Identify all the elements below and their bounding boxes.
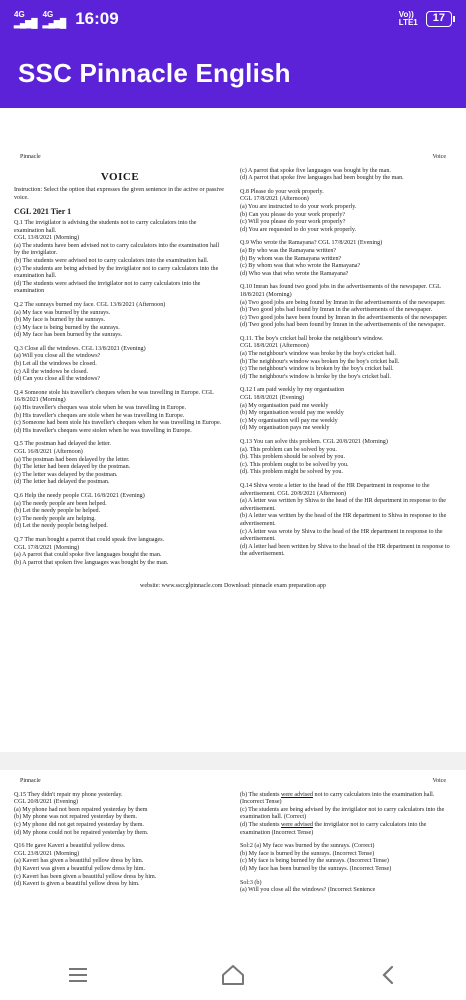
option-text: (b) A parrot that spoken five languages was bought by the man.: [14, 559, 169, 566]
option-text: CGL 16/8/2021 (Afternoon): [14, 449, 83, 455]
option-text: (a) The postman had been delayed by the letter.: [14, 456, 130, 463]
option-text: (b) Can you please do your work properly?: [240, 211, 346, 218]
solution-text: Sol:2 (a) My face was burned by the sunrays. (Correct): [240, 843, 375, 850]
question-text: Q.14 Shiva wrote a letter to the head of the HR Department in response to the advertisement. CGL 20/8/2021 (Afternoon): [240, 482, 430, 497]
header-right: Voice: [432, 154, 446, 160]
recents-button[interactable]: [48, 955, 108, 995]
header-right: Voice: [432, 778, 446, 784]
option-text: (a) You are instructed to do your work properly.: [240, 203, 357, 210]
pdf-page-1[interactable]: [14, 154, 452, 736]
option-text: (b) By whom was the Ramayana written?: [240, 255, 342, 262]
option-text: (c) The needy people are helping.: [14, 515, 96, 522]
option-text: (d) Who was that who wrote the Ramayana?: [240, 270, 349, 277]
question-block: [240, 387, 452, 433]
solution-block: [240, 880, 452, 895]
question-block: [14, 537, 226, 567]
option-text: (b) My organisation would pay me weekly: [240, 410, 344, 417]
question-block: [240, 284, 452, 330]
solution-text: (d) My face has been burned by the sunrays. (Incorrect Tense): [240, 865, 392, 872]
option-text: (a). This problem can be solved by you.: [240, 446, 337, 453]
solution-text: Sol:3 (b): [240, 879, 262, 886]
question-text: Q.9 Who wrote the Ramayana? CGL 17/8/2021 (Evening): [240, 240, 383, 247]
question-text: Q.15 They didn't repair my phone yesterday.: [14, 791, 123, 798]
app-title: SSC Pinnacle English: [18, 57, 291, 88]
option-text: CGL 20/8/2021 (Evening): [14, 799, 79, 806]
option-text: CGL 13/8/2021 (Morning): [14, 235, 80, 242]
question-block: [14, 441, 226, 487]
question-block: [240, 336, 452, 382]
option-text: (d) The neighbour's window is broke by the boy's cricket ball.: [240, 373, 391, 380]
instruction: Instruction: Select the option that expresses the given sentence in the active or passive voice.: [14, 187, 225, 201]
battery-icon: 17: [426, 11, 452, 27]
question-block: [14, 390, 226, 436]
option-text: (a) A letter was written by Shiva to the head of the HR department in response to the advertisement.: [240, 498, 446, 512]
option-text: (c) The students are being advised by the invigilator not to carry calculators into the examination hall.: [14, 265, 219, 280]
question-text: Q.10 Imran has found two good jobs in the advertisements of the newspaper. CGL 18/8/2021 (Morning): [240, 284, 441, 298]
option-text: (a) The students have been advised not to carry calculators into the examination hall by the invigilator.: [14, 242, 220, 257]
page-separator: [0, 752, 466, 770]
question-block: [14, 493, 226, 531]
option-text: (c) My face is being burned by the sunrays.: [14, 324, 120, 331]
question-text: Q.3 Close all the windows. CGL 13/8/2021 (Evening): [14, 345, 146, 352]
option-text: (a) The neighbour's window was broke by the boy's cricket ball.: [240, 351, 396, 358]
question-text: Q.13 You can solve this problem. CGL 20/8/2021 (Morning): [240, 439, 388, 445]
solution-text: (a) Will you close all the windows? (Incorrect Sentence: [240, 887, 376, 894]
option-text: (c). This problem ought to be solved by you.: [240, 461, 349, 468]
option-text: (b) The letter had been delayed by the postman.: [14, 464, 131, 471]
right-column: [240, 168, 452, 574]
option-text: (d) A letter had been written by Shiva to the head of the HR department in response to the advertisement.: [240, 543, 450, 558]
page-header: [14, 778, 452, 786]
option-text: (d) Two good jobs had been found by Imran in the advertisements of the newspaper.: [240, 322, 446, 329]
question-block: [240, 168, 452, 183]
solution-block: [240, 843, 452, 873]
question-text: Q.4 Someone stole his traveller's cheques when he was travelling in Europe. CGL 16/8/2021 (Morning): [14, 389, 214, 404]
option-text: (d) My face has been burned by the sunrays.: [14, 332, 123, 339]
option-text: (b) Kaveri was given a beautiful yellow dress by him.: [14, 865, 145, 872]
option-text: CGL 17/8/2021 (Afternoon): [240, 196, 309, 203]
option-text: (a) Two good jobs are being found by Imran in the advertisements of the newspaper.: [240, 299, 446, 306]
option-text: (b) Two good jobs had found by Imran in the advertisements of the newspaper.: [240, 307, 433, 314]
option-text: (d) His traveller's cheques were stolen when he was travelling in Europe.: [14, 427, 192, 434]
question-block: [14, 302, 226, 340]
option-text: (b) His traveller's cheques are stole when he was travelling in Europe.: [14, 412, 185, 419]
question-text: Q.1 The invigilator is advising the students not to carry calculators into the examination hall.: [14, 219, 197, 234]
option-text: (a) My face was burned by the sunrays.: [14, 309, 111, 316]
question-text: Q.5 The postman had delayed the letter.: [14, 441, 112, 448]
question-text: Q.2 The sunrays burned my face. CGL 13/8/2021 (Afternoon): [14, 301, 166, 308]
option-text: (b) A letter was written by the head of the HR department to Shiva in response to the advertisement.: [240, 513, 447, 527]
question-block: [14, 843, 226, 889]
question-block: [240, 439, 452, 477]
pdf-page-2[interactable]: [14, 778, 452, 938]
question-text: Q16 He gave Kaveri a beautiful yellow dress.: [14, 843, 126, 850]
solution-block: [240, 792, 452, 838]
solution-text: (c) My face is being burned by the sunrays. (Incorrect Tense): [240, 858, 389, 865]
question-block: [240, 240, 452, 278]
option-text: (d) The letter had delayed the postman.: [14, 479, 110, 486]
question-block: [14, 220, 226, 296]
option-text: (d) The students were advised the invigilator not to carry calculators into the examination: [14, 280, 201, 295]
option-text: (d) My phone could not be repaired yesterday by them.: [14, 829, 149, 836]
recents-icon: [67, 966, 89, 984]
status-bar: [0, 0, 466, 38]
header-left: Pinnacle: [20, 154, 41, 160]
page-header: [14, 154, 452, 162]
question-block: [240, 189, 452, 235]
option-text: (b) The neighbour's window was broken by the boy's cricket ball.: [240, 358, 400, 365]
question-block: [14, 792, 226, 838]
option-text: (a) Will you close all the windows?: [14, 353, 101, 360]
option-text: (b) Let all the windows be closed.: [14, 361, 97, 368]
option-text: (c) By whom was that who wrote the Ramayana?: [240, 263, 361, 270]
header-left: Pinnacle: [20, 778, 41, 784]
signal-1-icon: 4G ▂▄▆█: [14, 10, 37, 28]
navigation-bar: [0, 950, 466, 1000]
option-text: (d). This problem might be solved by you.: [240, 469, 343, 476]
home-icon: [220, 963, 246, 987]
signal-2-icon: 4G ▂▄▆█: [42, 10, 66, 28]
option-text: (a) My phone had not been repaired yesterday by them: [14, 806, 148, 813]
option-text: (d) A parrot that spoke five languages had been bought by the man.: [240, 175, 404, 182]
left-column: [14, 792, 226, 901]
option-text: (c) All the windows be closed.: [14, 368, 89, 375]
option-text: (a) My organisation paid me weekly: [240, 402, 329, 409]
option-text: (c) Two good jobs have been found by Imran in the advertisements of the newspaper.: [240, 314, 448, 321]
option-text: (c) My organisation will pay me weekly: [240, 417, 338, 424]
option-text: (d) My organisation pays me weekly: [240, 425, 330, 432]
option-text: (c) My phone did not get repaired yesterday by them.: [14, 821, 144, 828]
question-text: Q.12 I am paid weekly by my organisation: [240, 387, 345, 394]
clock: 16:09: [75, 9, 119, 28]
option-text: CGL 17/8/2021 (Morning): [14, 544, 80, 551]
home-button[interactable]: [203, 955, 263, 995]
right-column: [240, 792, 452, 901]
page-footer: website: www.ssccglpinnacle.com Download: pinnacle exam preparation app: [140, 583, 326, 590]
app-bar: [0, 38, 466, 108]
option-text: (c) Will you please do your work properly?: [240, 219, 346, 226]
question-block: [240, 483, 452, 559]
page-title: VOICE: [100, 170, 140, 183]
option-text: (a) The needy people are been helped.: [14, 500, 107, 507]
question-text: Q.11. The boy's cricket ball broke the neighbour's window.: [240, 335, 384, 342]
option-text: (b) Let the needy people be helped.: [14, 508, 101, 515]
option-text: (c) The letter was delayed by the postman.: [14, 471, 118, 478]
option-text: (b) My phone was not repaired yesterday by them.: [14, 814, 138, 821]
solution-text: (b) The students were advised not to carry calculators into the examination hall. (Incorrect Tense): [240, 791, 435, 806]
option-text: CGL 23/8/2021 (Morning): [14, 850, 80, 857]
option-text: (c) Kaveri has been given a beautiful yellow dress by him.: [14, 873, 157, 880]
option-text: CGL 18/8/2021 (Afternoon): [240, 343, 309, 350]
volte-icon: Vo)) LTE1: [398, 10, 418, 27]
question-text: Q.7 The man bought a parrot that could speak five languages.: [14, 536, 165, 543]
solution-text: (d) The students were advised the invigilator not to carry calculators into the examination (Incorrect Tense): [240, 821, 427, 836]
option-text: (d) Kaveri is given a beautiful yellow dress by him.: [14, 881, 140, 888]
option-text: (a) His traveller's cheques was stole when he was travelling in Europe.: [14, 405, 187, 412]
question-text: Q.6 Help the needy people CGL 16/8/2021 (Evening): [14, 492, 145, 499]
option-text: (d) Can you close all the windows?: [14, 376, 100, 383]
option-text: (a) Kaveri has given a beautiful yellow dress by him.: [14, 858, 144, 865]
solution-text: (b) My face is burned by the sunrays. (Incorrect Tense): [240, 850, 375, 857]
question-text: (c) A parrot that spoke five languages was bought by the man.: [240, 167, 391, 174]
back-button[interactable]: [358, 955, 418, 995]
option-text: (a) A parrot that could spoke five languages bought the man.: [14, 552, 162, 559]
option-text: (b). This problem should be solved by you.: [240, 454, 345, 461]
option-text: (d) Let the needy people being helped.: [14, 523, 108, 530]
option-text: (c) Someone had been stole his traveller's cheques when he was travelling in Europe.: [14, 420, 222, 427]
option-text: (c) The neighbour's window is broken by the boy's cricket ball.: [240, 366, 394, 373]
solution-text: (c) The students are being advised by the invigilator not to carry calculators into the examination hall. (Correct): [240, 806, 445, 821]
back-icon: [379, 964, 397, 986]
option-text: (b) My face is burned by the sunrays.: [14, 317, 106, 324]
option-text: (c) A letter was wrote by Shiva to the head of the HR department in response to the advertisement.: [240, 528, 443, 543]
left-column: [14, 168, 226, 574]
option-text: CGL 18/8/2021 (Evening): [240, 395, 305, 402]
option-text: (a) By who was the Ramayana written?: [240, 247, 337, 254]
question-text: Q.8 Please do your work properly.: [240, 188, 324, 195]
question-block: [14, 346, 226, 384]
option-text: (d) You are requested to do your work properly.: [240, 226, 357, 233]
option-text: (b) The students were advised not to carry calculators into the examination hall.: [14, 257, 209, 264]
section-heading: CGL 2021 Tier 1: [14, 207, 72, 217]
